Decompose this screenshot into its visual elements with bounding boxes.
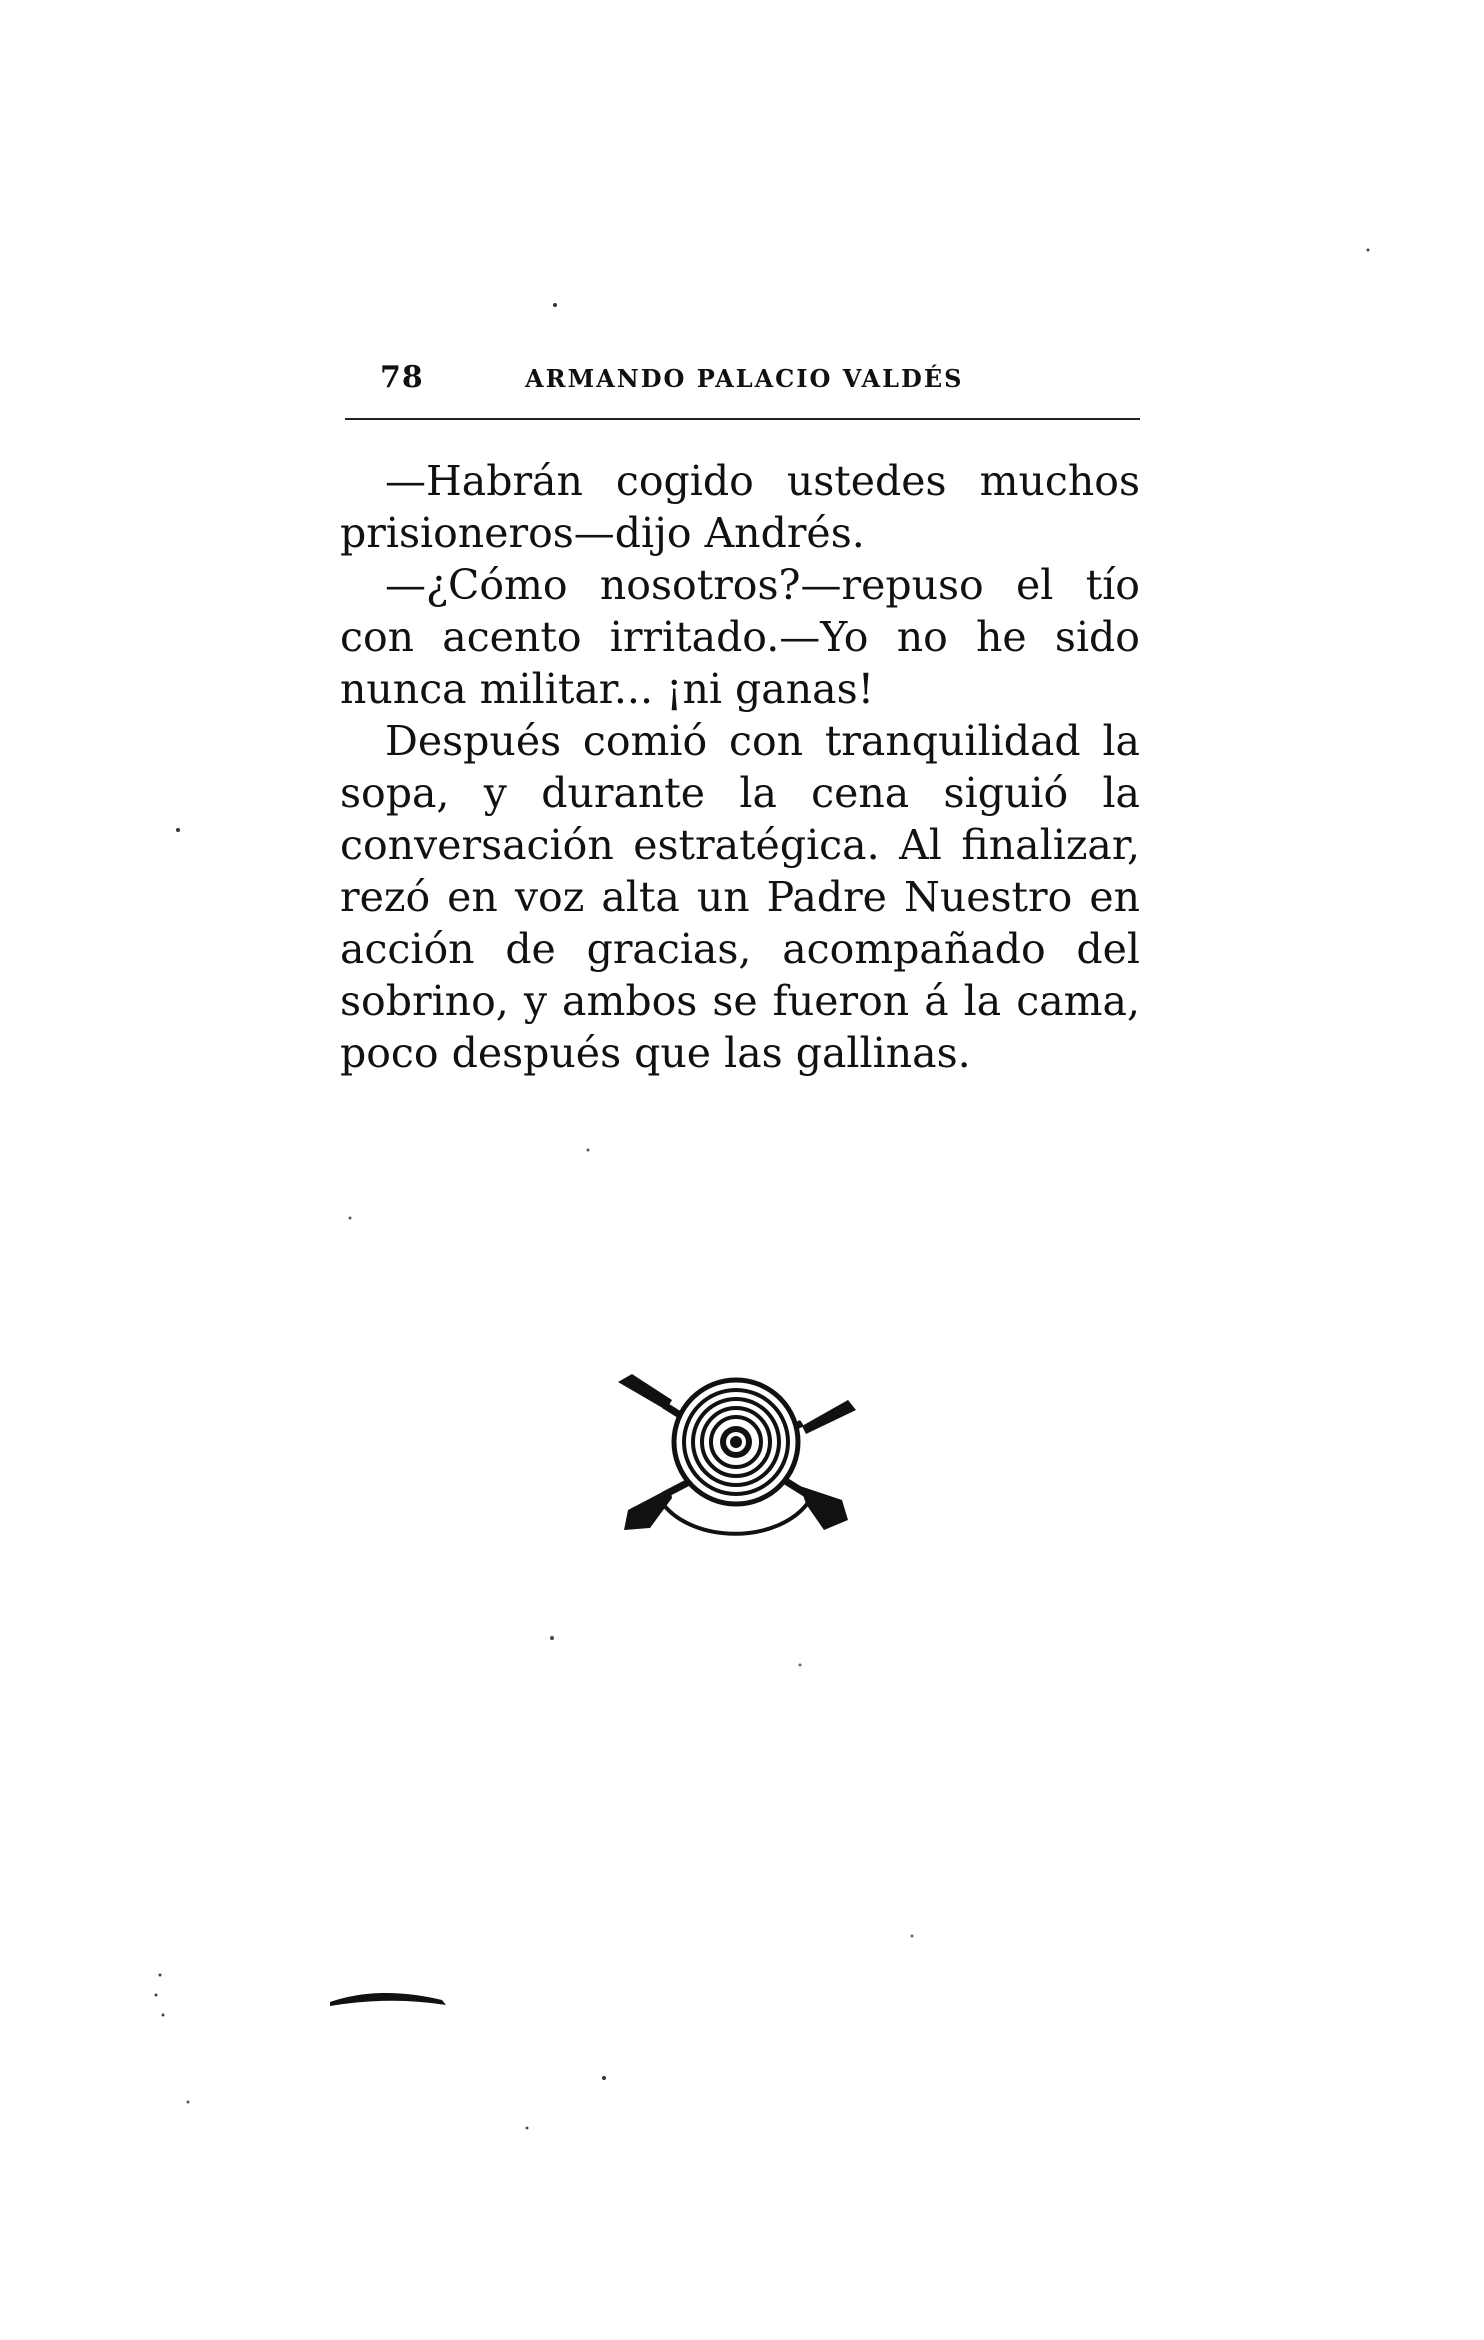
paragraph-1: —Habrán cogido ustedes muchos prisioneros—dijo Andrés. [340, 457, 1140, 557]
target-icon [674, 1380, 798, 1504]
running-head-title: ARMANDO PALACIO VALDÉS [525, 364, 964, 393]
running-head [380, 360, 1140, 410]
page-number: 78 [380, 360, 424, 395]
body-text [340, 455, 1140, 1079]
header-rule [345, 418, 1140, 420]
target-crossed-rifles-icon [610, 1370, 860, 1540]
paragraph-2: —¿Cómo nosotros?—repuso el tío con acento irritado.—Yo no he sido nunca militar... ¡ni ganas! [340, 561, 1140, 713]
paragraph-3: Después comió con tranquilidad la sopa, y durante la cena siguió la conversación estratégica. Al finalizar, rezó en voz alta un Padre Nuestro en acción de gracias, acompañado del sobrino, y ambos se fueron á la cama, poco después que las gallinas. [340, 717, 1140, 1077]
